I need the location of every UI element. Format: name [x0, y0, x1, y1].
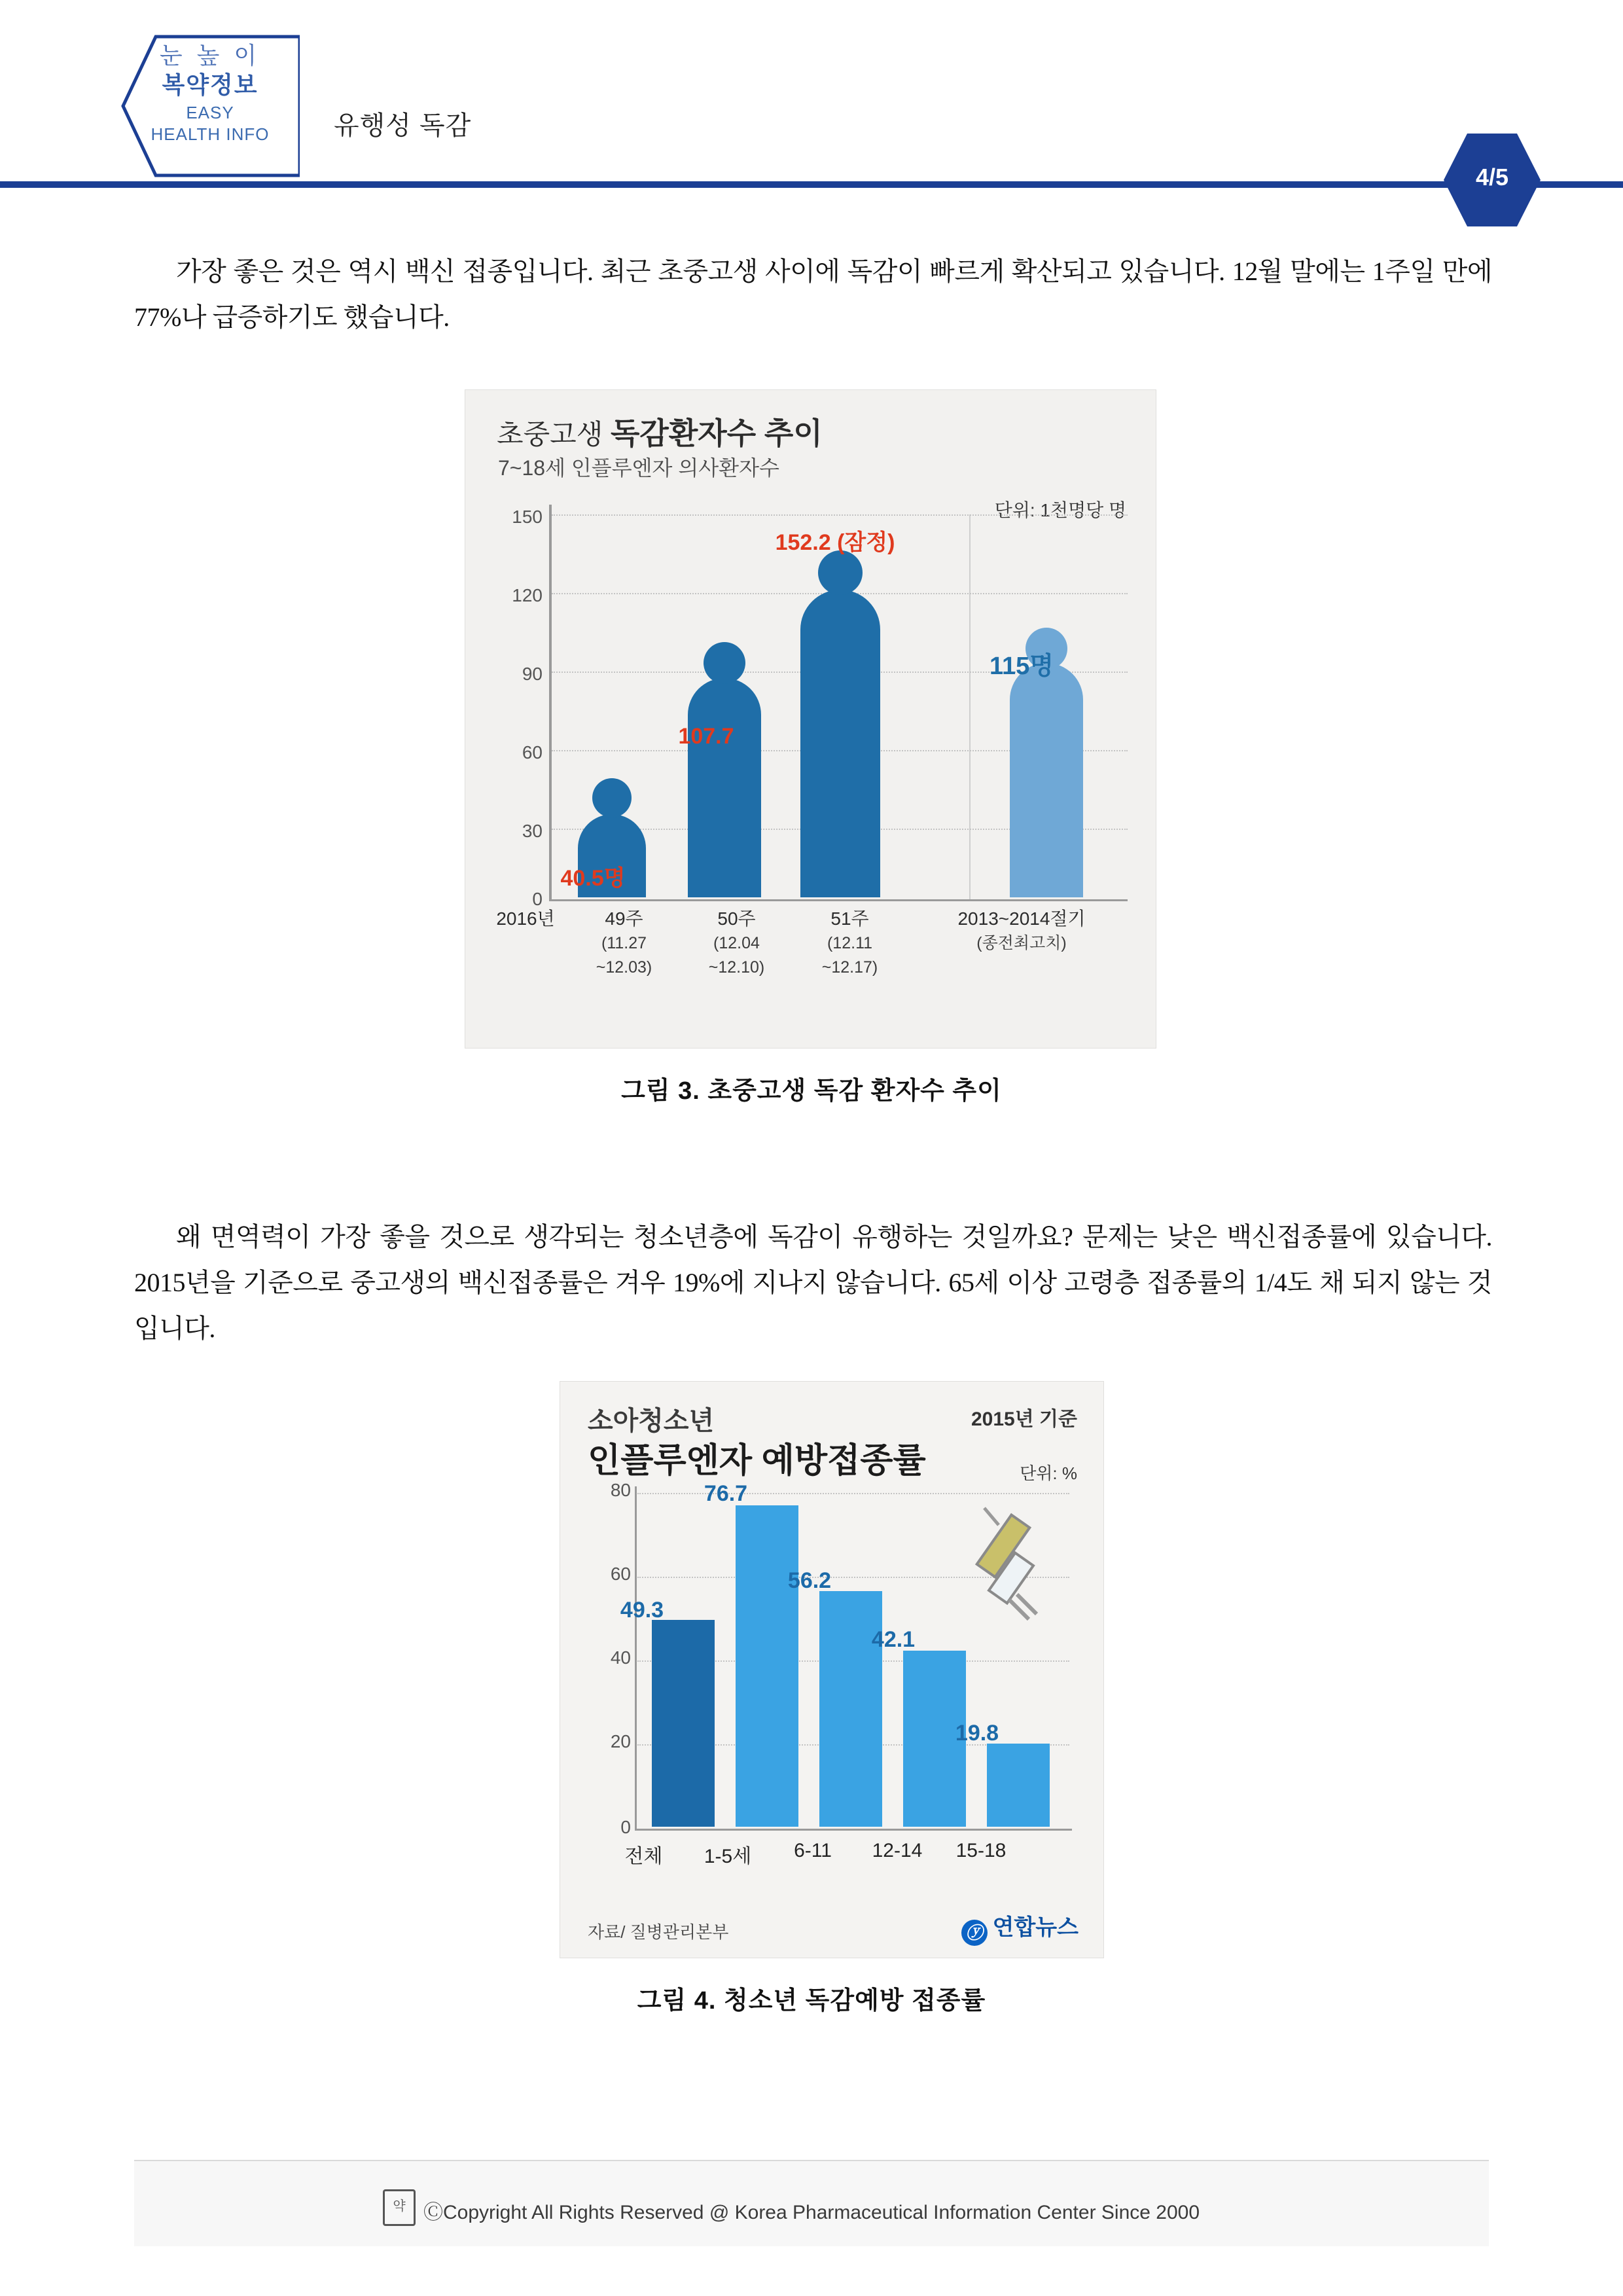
figure-3-xlabel-49week-sub1: (11.27 — [601, 934, 647, 953]
figure-3-xlabel-49week-sub2: ~12.03) — [596, 958, 652, 977]
page-title: 유행성 독감 — [334, 111, 472, 140]
logo-line-1: 눈 높 이 — [159, 42, 261, 69]
figure-3-bar-50week — [688, 678, 761, 897]
figure-4-x-axis — [635, 1829, 1072, 1831]
figure-3-ytick-120: 120 — [512, 585, 543, 605]
figure-4-xlabel-total: 전체 — [624, 1846, 663, 1867]
figure-3-title-thin: 초중고생 — [497, 419, 611, 450]
figure-3-title — [497, 410, 823, 453]
figure-3-xlabel-51week-sub2: ~12.17) — [821, 958, 878, 977]
figure-3-xlabel-49week — [563, 907, 685, 978]
figure-4-unit: 단위: % — [1020, 1463, 1077, 1483]
figure-4-y-axis — [635, 1486, 637, 1830]
footer-divider — [134, 2160, 1489, 2161]
page-header — [0, 0, 1623, 196]
figure-3-xlabel-2013-2014-main: 2013~2014절기 — [957, 908, 1086, 929]
figure-3-xlabel-49week-main: 49주 — [605, 908, 643, 929]
footer-copyright: ⒸCopyright All Rights Reserved @ Korea Pharmaceutical Information Center Since 2000 — [423, 2202, 1200, 2223]
figure-4-ytick-20: 20 — [610, 1731, 631, 1751]
figure-4-value-6-11: 56.2 — [787, 1568, 832, 1593]
figure-3-ytick-0: 0 — [532, 889, 543, 909]
figure-3-x-axis — [549, 899, 1128, 901]
figure-3-value-49week: 40.5명 — [560, 866, 626, 891]
gridline-150 — [552, 514, 1128, 516]
figure-3-head-51week — [818, 550, 863, 595]
figure-3-ytick-60: 60 — [522, 742, 543, 762]
figure-3-unit: 단위: 1천명당 명 — [994, 500, 1126, 520]
figure-4-chart — [560, 1381, 1104, 1958]
figure-3-xlabel-50week-main: 50주 — [717, 908, 756, 929]
figure-4-bar-15-18 — [987, 1744, 1050, 1827]
figure-3-ytick-30: 30 — [522, 821, 543, 841]
figure-4-value-12-14: 42.1 — [871, 1627, 916, 1652]
figure-3-xlabel-2013-2014-sub: (종전최고치) — [976, 934, 1067, 953]
figure-3-xlabel-50week-sub1: (12.04 — [713, 934, 760, 953]
figure-4-value-total: 49.3 — [620, 1598, 664, 1623]
figure-4-value-1-5: 76.7 — [704, 1481, 748, 1506]
page-indicator-label: 4/5 — [1475, 164, 1509, 190]
figure-3-bar-51week — [800, 590, 880, 897]
figure-3-origin-label: 2016년 — [496, 908, 555, 929]
figure-3-xlabel-2013-2014 — [917, 907, 1126, 955]
figure-3-head-49week — [592, 778, 632, 817]
figure-3-subtitle: 7~18세 인플루엔자 의사환자수 — [498, 456, 779, 480]
figure-4-xlabel-15-18: 15-18 — [955, 1840, 1007, 1861]
figure-4-year-note: 2015년 기준 — [971, 1408, 1077, 1430]
figure-3-title-bold: 독감환자수 추이 — [610, 416, 823, 450]
figure-3-chart — [465, 389, 1156, 1049]
figure-3-caption: 그림 3. 초중고생 독감 환자수 추이 — [621, 1077, 1002, 1105]
figure-4-value-15-18: 19.8 — [955, 1721, 999, 1746]
figure-4-ytick-0: 0 — [620, 1817, 631, 1837]
figure-3-ytick-90: 90 — [522, 664, 543, 684]
figure-3-value-50week: 107.7 — [678, 724, 734, 749]
figure-4-brand-label: 연합뉴스 — [992, 1915, 1079, 1940]
brand-logo-text — [128, 41, 292, 145]
figure-4-brand — [961, 1909, 1079, 1946]
logo-line-2: 복약정보 — [162, 71, 259, 98]
figure-3-xlabel-50week — [676, 907, 797, 978]
figure-3-xlabel-51week-main: 51주 — [830, 908, 869, 929]
figure-3-value-2013-2014: 115명 — [989, 653, 1054, 680]
figure-4-xlabel-12-14: 12-14 — [872, 1840, 923, 1861]
paragraph-2: 왜 면역력이 가장 좋을 것으로 생각되는 청소년층에 독감이 유행하는 것일까요? 문제는 낮은 백신접종률에 있습니다. 2015년을 기준으로 중고생의 백신접종률은 겨우 19%에 지나지 않습니다. 65세 이상 고령층 접종률의 1/4도 채 되지 않는 것입니다. — [134, 1222, 1492, 1343]
figure-4-xlabel-1-5: 1-5세 — [704, 1846, 752, 1867]
figure-3-xlabel-50week-sub2: ~12.10) — [708, 958, 765, 977]
paragraph-1: 가장 좋은 것은 역시 백신 접종입니다. 최근 초중고생 사이에 독감이 빠르게 확산되고 있습니다. 12월 말에는 1주일 만에 77%나 급증하기도 했습니다. — [134, 257, 1492, 332]
figure-4-bar-6-11 — [819, 1591, 882, 1827]
figure-4-ytick-40: 40 — [610, 1647, 631, 1668]
figure-4-title-line1: 소아청소년 — [588, 1407, 715, 1435]
figure-4-ytick-80: 80 — [610, 1480, 631, 1500]
syringe-icon — [953, 1496, 1084, 1627]
figure-4-xlabel-6-11: 6-11 — [794, 1840, 832, 1861]
seal-icon: 약 — [383, 2189, 416, 2226]
figure-3-ytick-150: 150 — [512, 507, 543, 527]
yonhap-logo-icon: ⓨ — [961, 1920, 988, 1946]
figure-3-value-51week: 152.2 (잠정) — [775, 530, 895, 555]
logo-line-3: EASY — [186, 103, 234, 122]
logo-line-4: HEALTH INFO — [151, 124, 270, 144]
figure-3-plot-area — [552, 505, 1128, 897]
figure-4-bar-total — [652, 1620, 715, 1827]
figure-4-title-line2: 인플루엔자 예방접종률 — [588, 1442, 926, 1480]
figure-3-bar-2013-2014 — [1010, 663, 1083, 897]
figure-4-ytick-60: 60 — [610, 1564, 631, 1584]
figure-3-xlabel-51week-sub1: (12.11 — [827, 934, 873, 953]
figure-4-caption: 그림 4. 청소년 독감예방 접종률 — [637, 1987, 986, 2015]
figure-4-bar-1-5 — [736, 1505, 798, 1827]
figure-3-head-50week — [704, 642, 745, 684]
figure-3-xlabel-51week — [789, 907, 910, 978]
figure-4-source: 자료/ 질병관리본부 — [588, 1922, 729, 1942]
